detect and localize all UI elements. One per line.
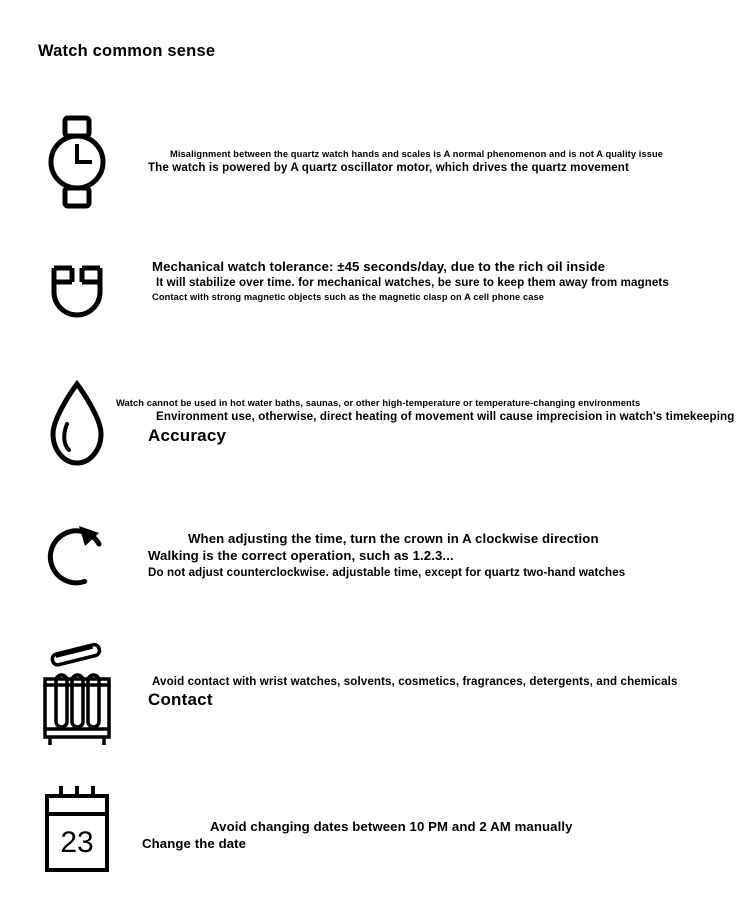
magnet-icon (34, 258, 120, 328)
text-line: It will stabilize over time. for mechanical watches, be sure to keep them away from magnets (156, 276, 669, 290)
text-heading: Accuracy (148, 425, 227, 445)
text-line: Misalignment between the quartz watch hands and scales is A normal phenomenon and is not A quality issue (170, 149, 664, 159)
text-line: Mechanical watch tolerance: ±45 seconds/day, due to the rich oil inside (152, 259, 606, 274)
section-text-block (130, 530, 750, 580)
text-line: When adjusting the time, turn the crown in A clockwise direction (188, 531, 599, 546)
test-tubes-icon (34, 640, 120, 752)
text-line: Environment use, otherwise, direct heating of movement will cause imprecision in watch's timekeeping (156, 410, 735, 424)
text-line: Do not adjust counterclockwise. adjustable time, except for quartz two-hand watches (148, 565, 626, 579)
text-line: Avoid changing dates between 10 PM and 2 AM manually (210, 819, 573, 834)
text-line: The watch is powered by A quartz oscillator motor, which drives the quartz movement (148, 161, 629, 175)
section-text-block (130, 818, 750, 853)
water-drop-icon (34, 378, 120, 470)
text-line: Watch cannot be used in hot water baths, saunas, or other high-temperature or temperature-changing environments (116, 398, 641, 408)
text-heading: Contact (148, 690, 213, 710)
svg-text:23: 23 (60, 826, 94, 859)
page-title: Watch common sense (38, 42, 216, 60)
section-text-block (130, 148, 750, 176)
watch-icon (34, 112, 120, 212)
text-line: Walking is the correct operation, such as 1.2.3... (148, 548, 454, 564)
section-text-block (130, 674, 750, 712)
text-line: Avoid contact with wrist watches, solvents, cosmetics, fragrances, detergents, and chemicals (152, 675, 678, 688)
clockwise-arrow-icon (34, 518, 120, 602)
section-text-block (130, 258, 750, 303)
text-line: Change the date (142, 836, 247, 852)
text-line: Contact with strong magnetic objects such as the magnetic clasp on A cell phone case (152, 291, 545, 302)
section-text-block (116, 397, 750, 447)
calendar-icon (34, 782, 120, 878)
